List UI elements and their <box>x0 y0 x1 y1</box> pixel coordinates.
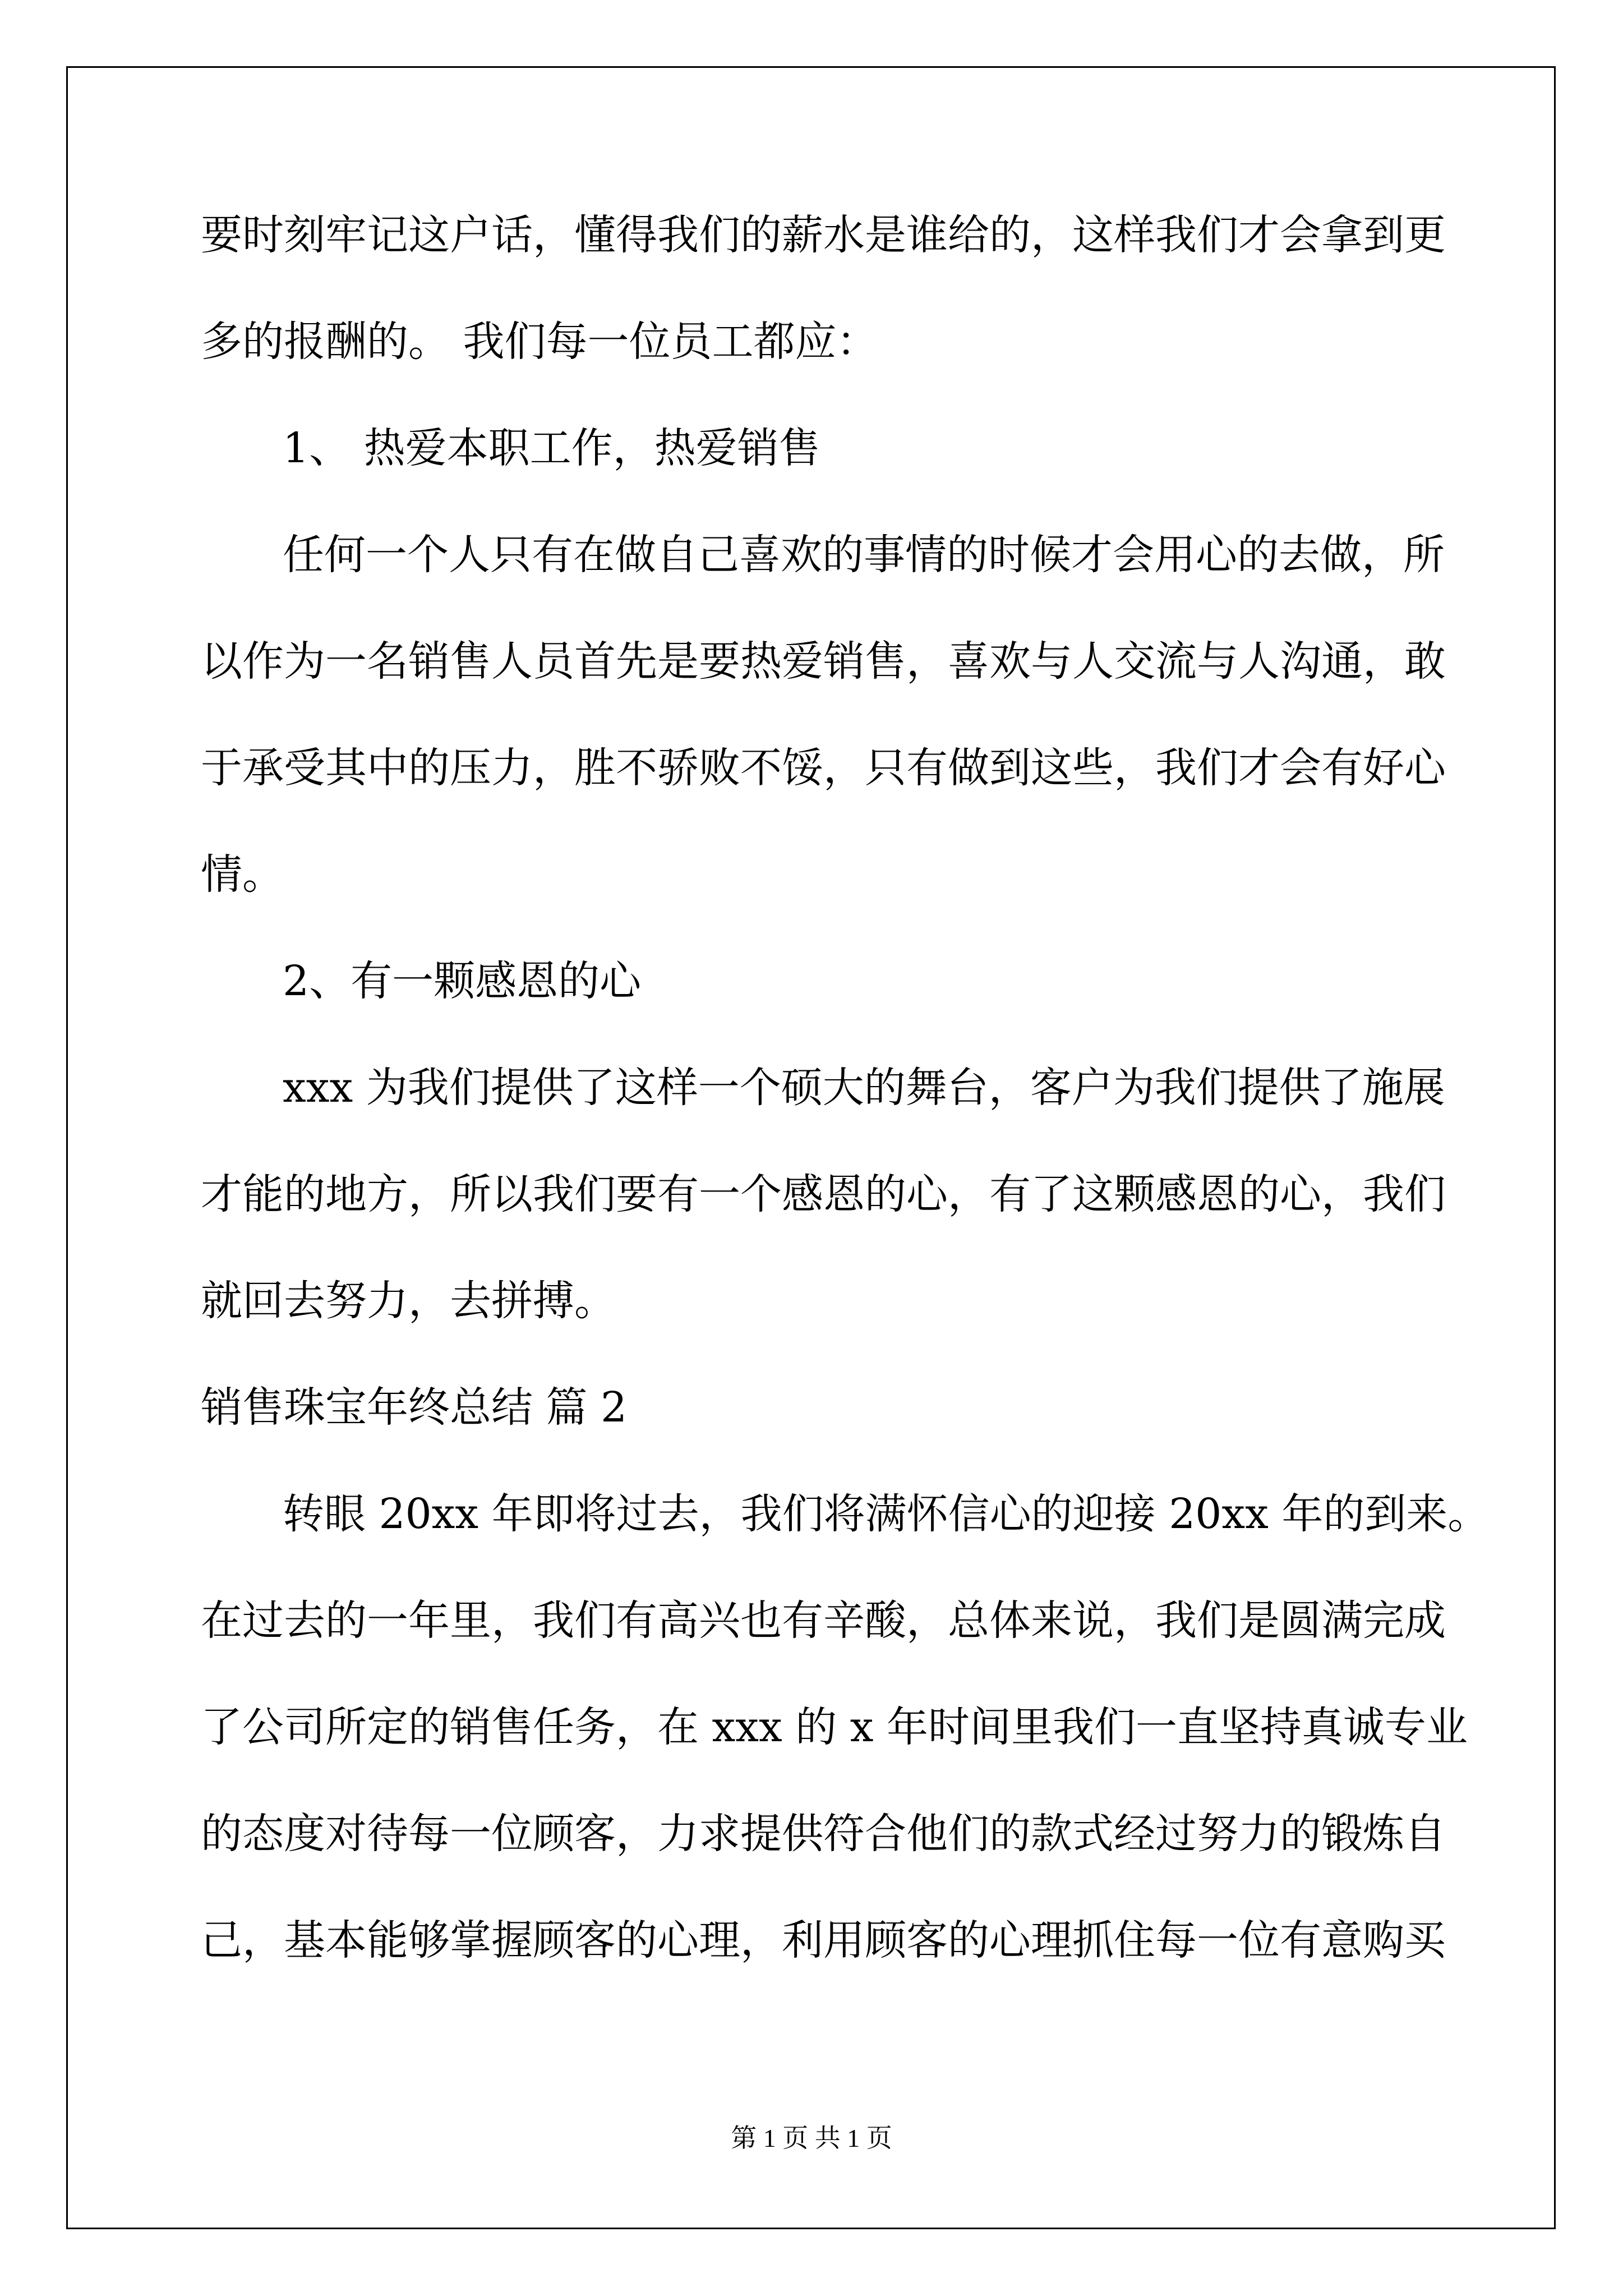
paragraph-line: 的态度对待每一位顾客，力求提供符合他们的款式经过努力的锻炼自 <box>201 1810 1446 1858</box>
document-body <box>201 209 1490 2021</box>
paragraph-line: 要时刻牢记这户话，懂得我们的薪水是谁给的，这样我们才会拿到更 <box>201 211 1446 259</box>
paragraph-line: 了公司所定的销售任务，在 xxx 的 x 年时间里我们一直坚持真诚专业 <box>201 1703 1468 1751</box>
list-item-heading: 2、有一颗感恩的心 <box>283 957 642 1005</box>
paragraph-line: 于承受其中的压力，胜不骄败不馁，只有做到这些，我们才会有好心 <box>201 744 1446 792</box>
paragraph-line: 任何一个人只有在做自己喜欢的事情的时候才会用心的去做，所 <box>283 531 1445 579</box>
paragraph-line: xxx 为我们提供了这样一个硕大的舞台，客户为我们提供了施展 <box>283 1064 1445 1112</box>
paragraph-line: 就回去努力，去拼搏。 <box>201 1277 616 1325</box>
paragraph-line: 以作为一名销售人员首先是要热爱销售，喜欢与人交流与人沟通，敢 <box>201 637 1446 685</box>
paragraph-line: 多的报酬的。 我们每一位员工都应： <box>201 318 878 366</box>
section-title: 销售珠宝年终总结 篇 2 <box>201 1383 628 1432</box>
paragraph-line: 己，基本能够掌握顾客的心理，利用顾客的心理抓住每一位有意购买 <box>201 1916 1446 1964</box>
page-number-footer: 第 1 页 共 1 页 <box>731 2124 892 2152</box>
list-item-heading: 1、 热爱本职工作，热爱销售 <box>283 424 820 472</box>
paragraph-line: 在过去的一年里，我们有高兴也有辛酸，总体来说，我们是圆满完成 <box>201 1596 1446 1645</box>
paragraph-line: 情。 <box>201 850 284 899</box>
paragraph-line: 转眼 20xx 年即将过去，我们将满怀信心的迎接 20xx 年的到来。 <box>283 1490 1490 1538</box>
paragraph-line: 才能的地方，所以我们要有一个感恩的心，有了这颗感恩的心，我们 <box>201 1170 1446 1218</box>
